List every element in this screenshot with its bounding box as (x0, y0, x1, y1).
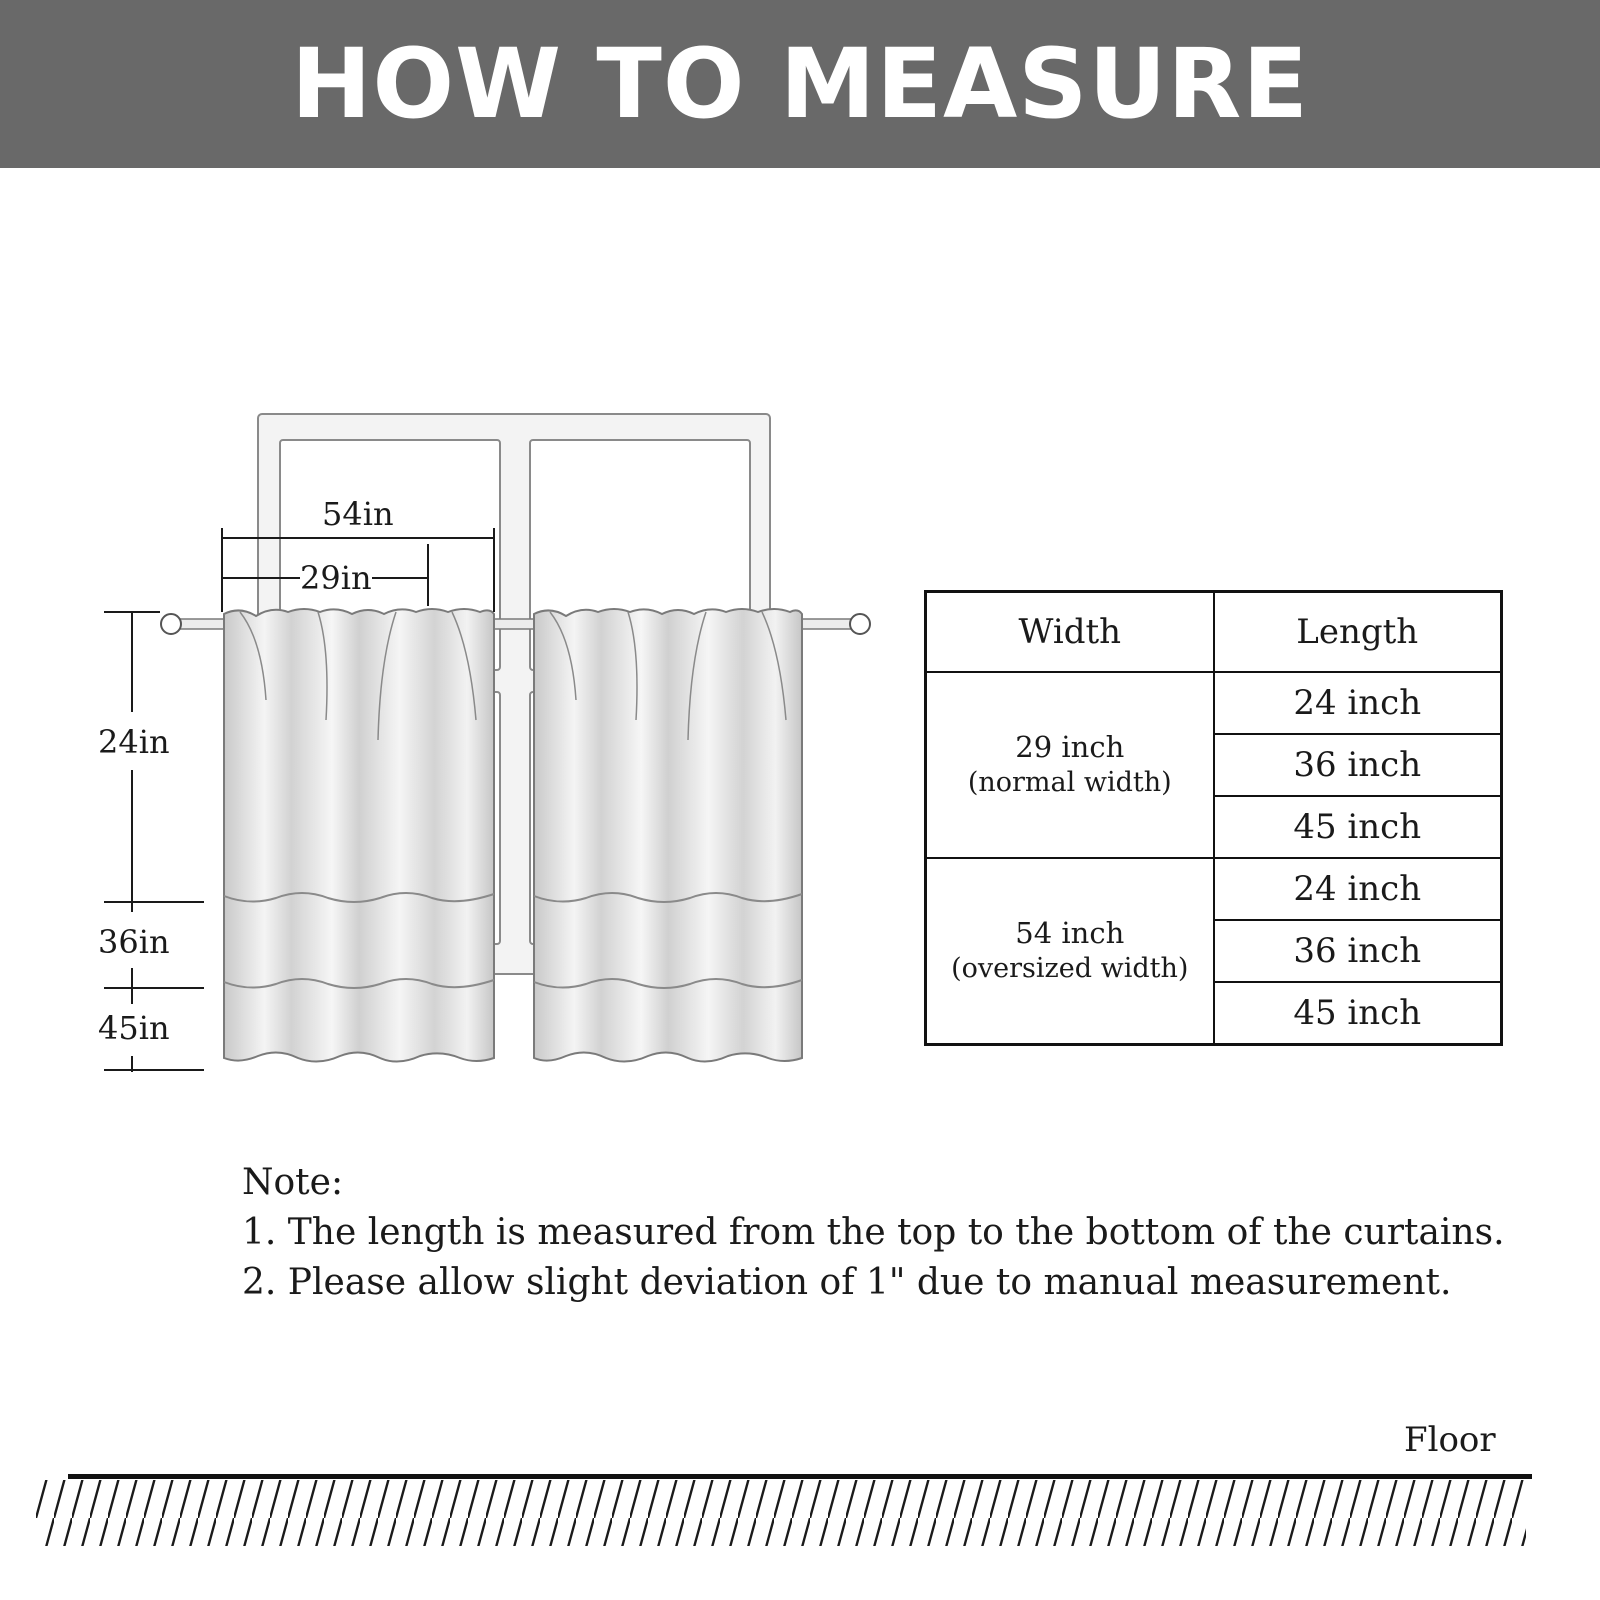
table-header-row (926, 592, 1502, 673)
width-note: (oversized width) (951, 953, 1189, 984)
length-24in-label: 24in (98, 723, 170, 761)
length-cell: 45 inch (1214, 796, 1502, 858)
page-title: HOW TO MEASURE (291, 28, 1309, 140)
width-cell-oversized (926, 858, 1214, 1045)
floor-line (36, 1474, 1532, 1546)
length-cell: 36 inch (1214, 734, 1502, 796)
width-note: (normal width) (967, 767, 1172, 798)
length-36in-label: 36in (98, 923, 170, 961)
table-row (926, 672, 1502, 734)
length-cell: 45 inch (1214, 982, 1502, 1045)
length-cell: 24 inch (1214, 858, 1502, 920)
table-row (926, 858, 1502, 920)
note-item-2: 2. Please allow slight deviation of 1" due to manual measurement. (242, 1262, 1452, 1303)
notes-title: Note: (242, 1162, 344, 1203)
right-curtain-panel (534, 609, 802, 1062)
width-29in-label: 29in (300, 559, 372, 597)
width-54in-label: 54in (322, 495, 394, 533)
width-column-header: Width (926, 592, 1214, 673)
floor-label: Floor (1404, 1420, 1496, 1460)
notes-block (242, 1158, 1505, 1308)
length-cell: 36 inch (1214, 920, 1502, 982)
width-value: 29 inch (1015, 730, 1125, 764)
left-curtain-panel (224, 609, 494, 1062)
width-value: 54 inch (1015, 916, 1125, 950)
length-cell: 24 inch (1214, 672, 1502, 734)
length-45in-label: 45in (98, 1009, 170, 1047)
note-item-1: 1. The length is measured from the top to the bottom of the curtains. (242, 1212, 1505, 1253)
length-dimension-lines (104, 612, 204, 1072)
length-column-header: Length (1214, 592, 1502, 673)
size-table (924, 590, 1503, 1046)
width-cell-normal (926, 672, 1214, 858)
